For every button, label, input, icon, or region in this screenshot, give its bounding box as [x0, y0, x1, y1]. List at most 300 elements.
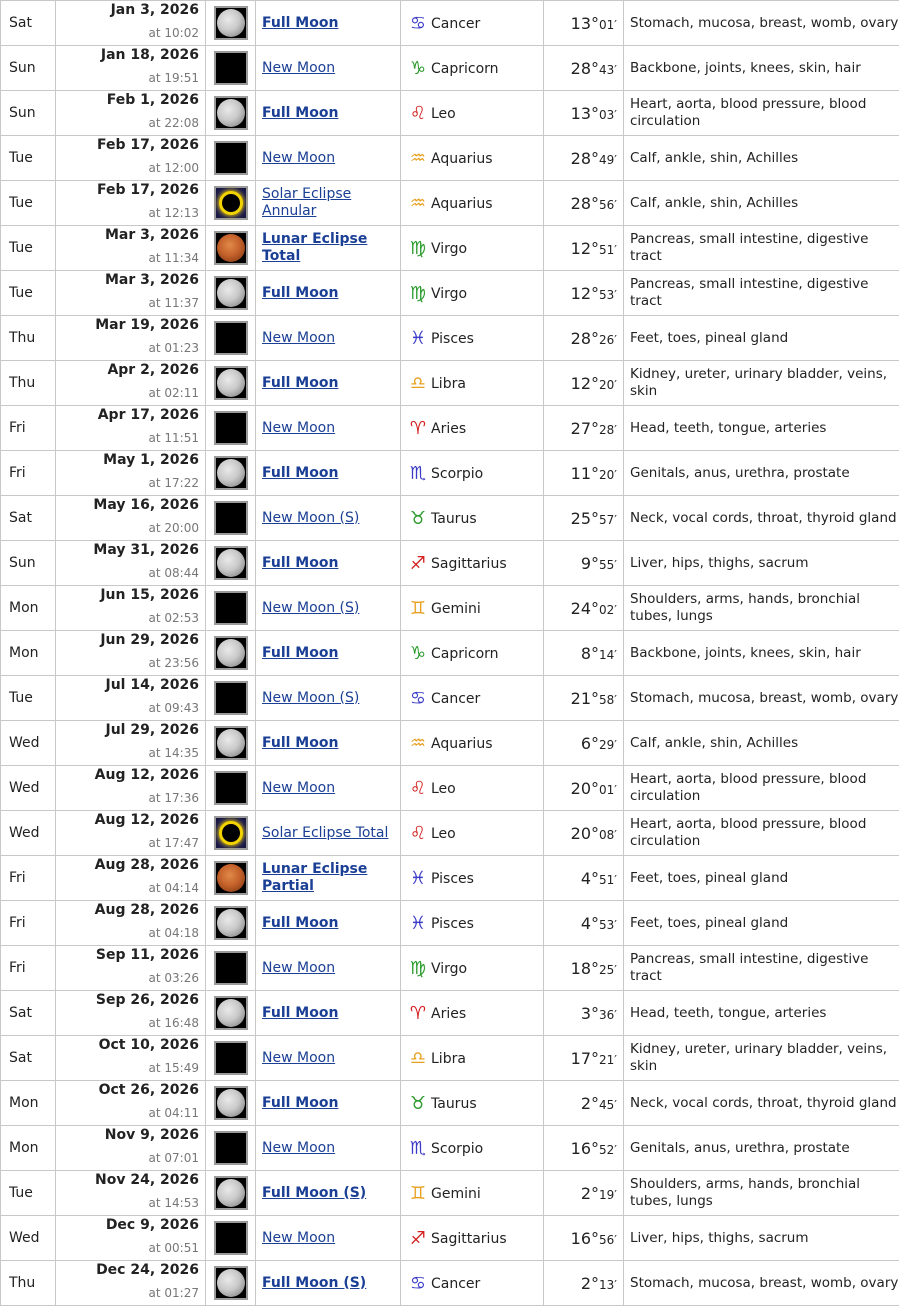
date-cell	[56, 901, 206, 946]
lunar-eclipse-icon	[217, 234, 245, 262]
moon-image-cell	[206, 541, 256, 586]
event-link[interactable]: New Moon (S)	[262, 509, 360, 526]
degree-value: 25°	[570, 508, 599, 528]
body-parts: Stomach, mucosa, breast, womb, ovary	[624, 676, 899, 721]
degree-value: 12°	[570, 238, 599, 258]
zodiac-sign-icon: ♐	[409, 552, 427, 574]
event-link[interactable]: Full Moon	[262, 14, 339, 31]
event-cell	[256, 46, 401, 91]
zodiac-cell	[401, 856, 544, 901]
date-cell	[56, 91, 206, 136]
full-moon-icon	[217, 459, 245, 487]
zodiac-cell	[401, 946, 544, 991]
zodiac-sign-icon: ♉	[409, 507, 427, 529]
degree-cell	[544, 181, 624, 226]
event-link[interactable]: New Moon (S)	[262, 689, 360, 706]
event-link[interactable]: Solar Eclipse Annular	[262, 186, 352, 219]
event-time: at 03:26	[148, 971, 199, 985]
body-parts: Feet, toes, pineal gland	[624, 856, 899, 901]
degree-cell	[544, 406, 624, 451]
degree-cell	[544, 271, 624, 316]
degree-value: 8°	[580, 643, 599, 663]
zodiac-sign-name: Taurus	[431, 1095, 477, 1112]
weekday: Mon	[1, 631, 56, 676]
minute-value: 53′	[599, 287, 617, 302]
weekday: Wed	[1, 721, 56, 766]
minute-value: 03′	[599, 107, 617, 122]
event-link[interactable]: Full Moon	[262, 554, 339, 571]
event-link[interactable]: Full Moon	[262, 1094, 339, 1111]
lunar-eclipse-icon	[217, 864, 245, 892]
zodiac-sign-icon: ♓	[409, 327, 427, 349]
degree-value: 11°	[570, 463, 599, 483]
moon-image-cell	[206, 676, 256, 721]
table-row	[1, 811, 899, 856]
event-date: Oct 26, 2026	[98, 1082, 199, 1098]
full-moon-icon	[217, 1179, 245, 1207]
zodiac-sign-icon: ♋	[409, 12, 427, 34]
full-moon-icon	[217, 9, 245, 37]
event-link[interactable]: Full Moon	[262, 1004, 339, 1021]
event-date: Feb 17, 2026	[96, 182, 199, 198]
degree-value: 2°	[580, 1183, 599, 1203]
event-cell	[256, 1, 401, 46]
body-parts: Shoulders, arms, hands, bronchial tubes, lungs	[624, 586, 899, 631]
degree-value: 13°	[570, 103, 599, 123]
event-link[interactable]: New Moon	[262, 959, 336, 976]
degree-value: 27°	[570, 418, 599, 438]
event-time: at 02:53	[148, 611, 199, 625]
event-link[interactable]: Full Moon	[262, 914, 339, 931]
degree-cell	[544, 91, 624, 136]
zodiac-sign-name: Cancer	[431, 690, 481, 707]
minute-value: 01′	[599, 782, 617, 797]
degree-cell	[544, 1036, 624, 1081]
full-moon-icon	[217, 99, 245, 127]
zodiac-cell	[401, 316, 544, 361]
event-link[interactable]: Full Moon	[262, 644, 339, 661]
zodiac-sign-icon: ♏	[409, 1137, 427, 1159]
date-cell	[56, 766, 206, 811]
event-link[interactable]: New Moon	[262, 419, 336, 436]
event-date: Aug 28, 2026	[94, 857, 199, 873]
event-date: Apr 2, 2026	[107, 362, 199, 378]
degree-cell	[544, 1216, 624, 1261]
degree-value: 28°	[570, 58, 599, 78]
moon-image-cell	[206, 361, 256, 406]
event-time: at 04:11	[148, 1106, 199, 1120]
degree-cell	[544, 1171, 624, 1216]
new-moon-icon	[214, 141, 248, 175]
event-link[interactable]: New Moon	[262, 149, 336, 166]
weekday: Tue	[1, 181, 56, 226]
zodiac-cell	[401, 1261, 544, 1306]
zodiac-cell	[401, 811, 544, 856]
minute-value: 20′	[599, 467, 617, 482]
event-time: at 12:00	[148, 161, 199, 175]
table-row	[1, 631, 899, 676]
event-date: Jun 15, 2026	[100, 587, 199, 603]
zodiac-sign-name: Sagittarius	[431, 1230, 507, 1247]
minute-value: 01′	[599, 17, 617, 32]
date-cell	[56, 586, 206, 631]
degree-cell	[544, 451, 624, 496]
event-time: at 23:56	[148, 656, 199, 670]
new-moon-icon	[214, 411, 248, 445]
event-time: at 01:27	[148, 1286, 199, 1300]
date-cell	[56, 856, 206, 901]
event-time: at 04:18	[148, 926, 199, 940]
date-cell	[56, 361, 206, 406]
moon-image-cell	[206, 271, 256, 316]
degree-cell	[544, 316, 624, 361]
moon-image	[214, 366, 248, 400]
moon-image-cell	[206, 226, 256, 271]
weekday: Sat	[1, 1036, 56, 1081]
date-cell	[56, 451, 206, 496]
degree-cell	[544, 46, 624, 91]
table-row	[1, 91, 899, 136]
zodiac-sign-icon: ♈	[409, 417, 427, 439]
degree-value: 20°	[570, 778, 599, 798]
event-cell	[256, 721, 401, 766]
event-time: at 02:11	[148, 386, 199, 400]
weekday: Wed	[1, 1216, 56, 1261]
degree-value: 16°	[570, 1228, 599, 1248]
weekday: Mon	[1, 1126, 56, 1171]
table-row	[1, 541, 899, 586]
event-link[interactable]: New Moon	[262, 1049, 336, 1066]
date-cell	[56, 946, 206, 991]
zodiac-cell	[401, 226, 544, 271]
zodiac-cell	[401, 676, 544, 721]
weekday: Sun	[1, 541, 56, 586]
body-parts: Kidney, ureter, urinary bladder, veins, skin	[624, 361, 899, 406]
event-date: Nov 9, 2026	[104, 1127, 199, 1143]
event-date: May 16, 2026	[93, 497, 199, 513]
moon-image-cell	[206, 631, 256, 676]
moon-image-cell	[206, 91, 256, 136]
table-row	[1, 856, 899, 901]
degree-cell	[544, 631, 624, 676]
body-parts: Pancreas, small intestine, digestive tract	[624, 226, 899, 271]
event-date: Aug 28, 2026	[94, 902, 199, 918]
table-row	[1, 451, 899, 496]
table-row	[1, 1171, 899, 1216]
date-cell	[56, 991, 206, 1036]
zodiac-sign-name: Capricorn	[431, 645, 499, 662]
degree-cell	[544, 361, 624, 406]
event-time: at 11:37	[148, 296, 199, 310]
event-time: at 17:36	[148, 791, 199, 805]
weekday: Tue	[1, 136, 56, 181]
degree-cell	[544, 991, 624, 1036]
solar-eclipse-icon	[219, 821, 243, 845]
zodiac-cell	[401, 136, 544, 181]
event-link[interactable]: Solar Eclipse Total	[262, 824, 389, 841]
table-row	[1, 766, 899, 811]
moon-image-cell	[206, 496, 256, 541]
date-cell	[56, 1126, 206, 1171]
zodiac-sign-name: Virgo	[431, 240, 468, 257]
date-cell	[56, 676, 206, 721]
zodiac-sign-name: Gemini	[431, 600, 481, 617]
event-link[interactable]: Lunar Eclipse Partial	[262, 861, 368, 894]
event-time: at 16:48	[148, 1016, 199, 1030]
event-time: at 04:14	[148, 881, 199, 895]
new-moon-icon	[214, 681, 248, 715]
minute-value: 19′	[599, 1187, 617, 1202]
weekday: Tue	[1, 271, 56, 316]
zodiac-sign-name: Virgo	[431, 960, 468, 977]
body-parts: Neck, vocal cords, throat, thyroid gland	[624, 496, 899, 541]
minute-value: 57′	[599, 512, 617, 527]
degree-cell	[544, 496, 624, 541]
event-time: at 22:08	[148, 116, 199, 130]
event-link[interactable]: Full Moon (S)	[262, 1274, 367, 1291]
weekday: Tue	[1, 226, 56, 271]
minute-value: 08′	[599, 827, 617, 842]
event-link[interactable]: New Moon	[262, 1139, 336, 1156]
moon-image	[214, 456, 248, 490]
zodiac-sign-icon: ♒	[409, 732, 427, 754]
minute-value: 49′	[599, 152, 617, 167]
event-time: at 01:23	[148, 341, 199, 355]
degree-value: 6°	[580, 733, 599, 753]
minute-value: 43′	[599, 62, 617, 77]
event-link[interactable]: New Moon	[262, 779, 336, 796]
zodiac-cell	[401, 271, 544, 316]
zodiac-sign-name: Scorpio	[431, 1140, 484, 1157]
table-row	[1, 1081, 899, 1126]
zodiac-sign-icon: ♉	[409, 1092, 427, 1114]
degree-value: 12°	[570, 373, 599, 393]
event-date: Aug 12, 2026	[94, 767, 199, 783]
table-row	[1, 1126, 899, 1171]
zodiac-cell	[401, 451, 544, 496]
moon-image	[214, 816, 248, 850]
full-moon-icon	[217, 639, 245, 667]
moon-image	[214, 1086, 248, 1120]
minute-value: 55′	[599, 557, 617, 572]
body-parts: Calf, ankle, shin, Achilles	[624, 721, 899, 766]
zodiac-sign-name: Libra	[431, 1050, 466, 1067]
zodiac-sign-icon: ♒	[409, 192, 427, 214]
event-cell	[256, 991, 401, 1036]
event-time: at 20:00	[148, 521, 199, 535]
event-link[interactable]: New Moon	[262, 329, 336, 346]
moon-phase-table-body	[1, 1, 899, 1306]
event-link[interactable]: Lunar Eclipse Total	[262, 231, 368, 264]
minute-value: 26′	[599, 332, 617, 347]
full-moon-icon	[217, 369, 245, 397]
date-cell	[56, 721, 206, 766]
zodiac-sign-icon: ♎	[409, 372, 427, 394]
date-cell	[56, 136, 206, 181]
event-link[interactable]: Full Moon	[262, 734, 339, 751]
table-row	[1, 1261, 899, 1306]
date-cell	[56, 1261, 206, 1306]
event-link[interactable]: New Moon	[262, 1229, 336, 1246]
zodiac-sign-icon: ♍	[409, 237, 427, 259]
zodiac-sign-name: Cancer	[431, 15, 481, 32]
weekday: Fri	[1, 451, 56, 496]
weekday: Mon	[1, 586, 56, 631]
weekday: Fri	[1, 856, 56, 901]
zodiac-cell	[401, 406, 544, 451]
minute-value: 58′	[599, 692, 617, 707]
moon-image	[214, 861, 248, 895]
minute-value: 36′	[599, 1007, 617, 1022]
zodiac-sign-icon: ♎	[409, 1047, 427, 1069]
zodiac-cell	[401, 91, 544, 136]
zodiac-sign-name: Pisces	[431, 870, 474, 887]
event-link[interactable]: Full Moon	[262, 374, 339, 391]
zodiac-cell	[401, 496, 544, 541]
event-cell	[256, 136, 401, 181]
date-cell	[56, 271, 206, 316]
new-moon-icon	[214, 591, 248, 625]
degree-cell	[544, 676, 624, 721]
event-date: Nov 24, 2026	[95, 1172, 199, 1188]
degree-cell	[544, 1261, 624, 1306]
full-moon-icon	[217, 909, 245, 937]
moon-image-cell	[206, 1261, 256, 1306]
degree-value: 4°	[580, 868, 599, 888]
event-cell	[256, 406, 401, 451]
new-moon-icon	[214, 51, 248, 85]
moon-image-cell	[206, 406, 256, 451]
minute-value: 52′	[599, 1142, 617, 1157]
degree-value: 24°	[570, 598, 599, 618]
weekday: Tue	[1, 676, 56, 721]
table-row	[1, 1036, 899, 1081]
new-moon-icon	[214, 771, 248, 805]
event-time: at 14:35	[148, 746, 199, 760]
event-date: Jan 3, 2026	[110, 2, 199, 18]
minute-value: 13′	[599, 1277, 617, 1292]
moon-image	[214, 276, 248, 310]
body-parts: Liver, hips, thighs, sacrum	[624, 1216, 899, 1261]
event-link[interactable]: Full Moon	[262, 284, 339, 301]
moon-image-cell	[206, 316, 256, 361]
event-link[interactable]: Full Moon	[262, 104, 339, 121]
weekday: Thu	[1, 1261, 56, 1306]
body-parts: Stomach, mucosa, breast, womb, ovary	[624, 1, 899, 46]
zodiac-cell	[401, 1, 544, 46]
zodiac-sign-name: Leo	[431, 780, 456, 797]
zodiac-sign-name: Libra	[431, 375, 466, 392]
event-cell	[256, 766, 401, 811]
event-link[interactable]: Full Moon (S)	[262, 1184, 367, 1201]
new-moon-icon	[214, 951, 248, 985]
degree-value: 4°	[580, 913, 599, 933]
minute-value: 45′	[599, 1097, 617, 1112]
zodiac-cell	[401, 1036, 544, 1081]
date-cell	[56, 46, 206, 91]
body-parts: Calf, ankle, shin, Achilles	[624, 136, 899, 181]
table-row	[1, 721, 899, 766]
moon-image	[214, 231, 248, 265]
degree-value: 2°	[580, 1093, 599, 1113]
moon-image	[214, 636, 248, 670]
table-row	[1, 226, 899, 271]
event-cell	[256, 496, 401, 541]
weekday: Sun	[1, 91, 56, 136]
full-moon-icon	[217, 729, 245, 757]
event-date: Aug 12, 2026	[94, 812, 199, 828]
event-link[interactable]: New Moon	[262, 59, 336, 76]
event-time: at 17:47	[148, 836, 199, 850]
event-time: at 14:53	[148, 1196, 199, 1210]
new-moon-icon	[214, 501, 248, 535]
event-cell	[256, 946, 401, 991]
new-moon-icon	[214, 1041, 248, 1075]
full-moon-icon	[217, 1089, 245, 1117]
degree-value: 28°	[570, 193, 599, 213]
zodiac-cell	[401, 1081, 544, 1126]
body-parts: Shoulders, arms, hands, bronchial tubes, lungs	[624, 1171, 899, 1216]
zodiac-sign-icon: ♋	[409, 687, 427, 709]
degree-value: 16°	[570, 1138, 599, 1158]
moon-image-cell	[206, 811, 256, 856]
zodiac-cell	[401, 586, 544, 631]
new-moon-icon	[214, 1131, 248, 1165]
weekday: Fri	[1, 946, 56, 991]
zodiac-sign-name: Scorpio	[431, 465, 484, 482]
table-row	[1, 46, 899, 91]
moon-image-cell	[206, 586, 256, 631]
date-cell	[56, 1171, 206, 1216]
moon-image-cell	[206, 901, 256, 946]
zodiac-sign-name: Gemini	[431, 1185, 481, 1202]
weekday: Wed	[1, 811, 56, 856]
body-parts: Calf, ankle, shin, Achilles	[624, 181, 899, 226]
zodiac-cell	[401, 181, 544, 226]
event-link[interactable]: New Moon (S)	[262, 599, 360, 616]
solar-eclipse-icon	[219, 191, 243, 215]
full-moon-icon	[217, 549, 245, 577]
weekday: Thu	[1, 361, 56, 406]
event-date: Jun 29, 2026	[100, 632, 199, 648]
event-date: Mar 19, 2026	[95, 317, 199, 333]
moon-image	[214, 1176, 248, 1210]
moon-image	[214, 726, 248, 760]
event-cell	[256, 586, 401, 631]
degree-cell	[544, 541, 624, 586]
event-date: Oct 10, 2026	[98, 1037, 199, 1053]
weekday: Sat	[1, 496, 56, 541]
event-cell	[256, 271, 401, 316]
moon-image-cell	[206, 1081, 256, 1126]
event-date: Dec 24, 2026	[96, 1262, 199, 1278]
degree-value: 12°	[570, 283, 599, 303]
zodiac-sign-icon: ♌	[409, 777, 427, 799]
table-row	[1, 1, 899, 46]
moon-image	[214, 906, 248, 940]
moon-image-cell	[206, 946, 256, 991]
weekday: Sat	[1, 991, 56, 1036]
event-link[interactable]: Full Moon	[262, 464, 339, 481]
moon-image-cell	[206, 181, 256, 226]
zodiac-sign-icon: ♍	[409, 957, 427, 979]
zodiac-sign-icon: ♊	[409, 1182, 427, 1204]
event-date: Jul 29, 2026	[105, 722, 199, 738]
moon-image-cell	[206, 1, 256, 46]
zodiac-sign-name: Leo	[431, 825, 456, 842]
degree-cell	[544, 136, 624, 181]
degree-value: 13°	[570, 13, 599, 33]
